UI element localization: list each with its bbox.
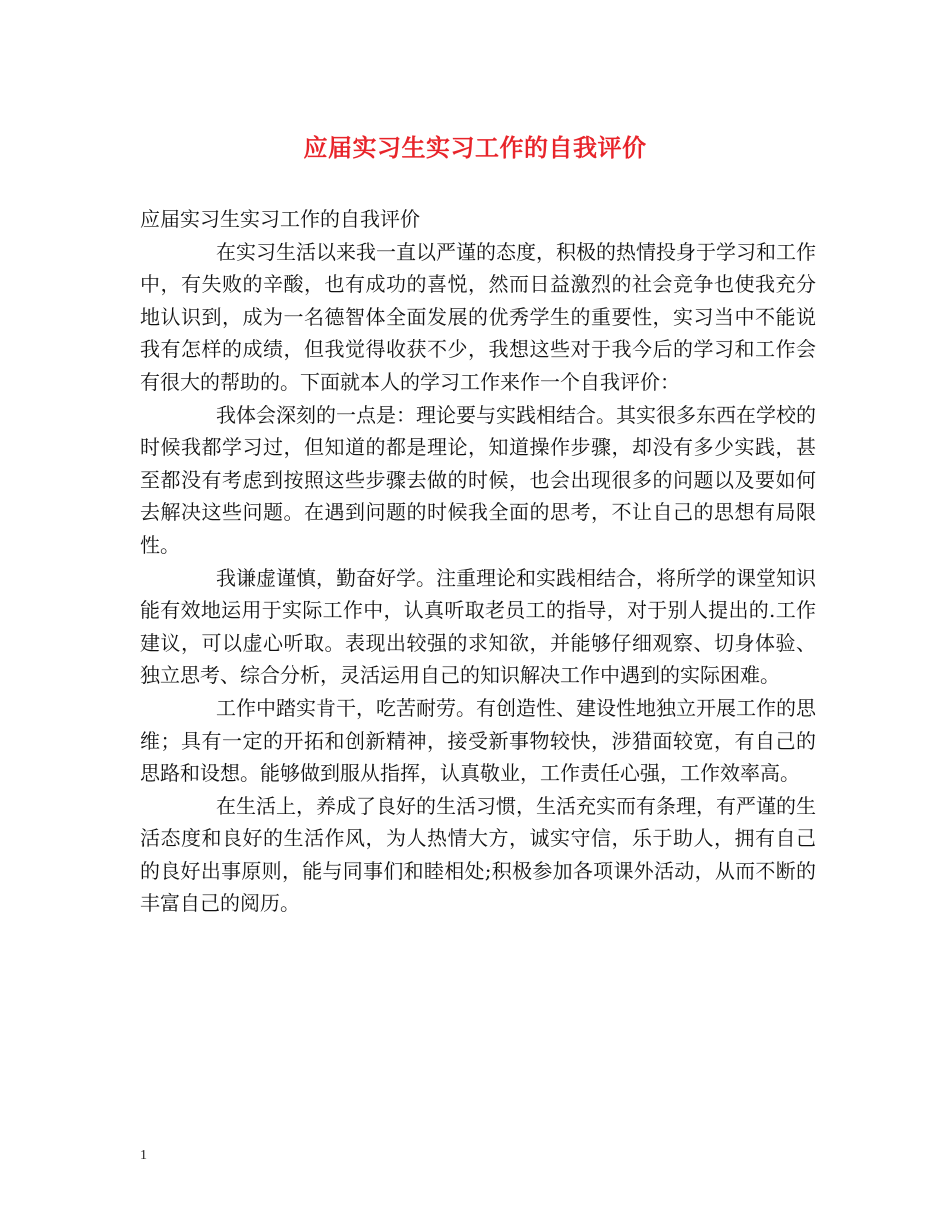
paragraph-4: 工作中踏实肯干，吃苦耐劳。有创造性、建设性地独立开展工作的思维；具有一定的开拓和创新精神，接受新事物较快，涉猎面较宽，有自己的思路和设想。能够做到服从指挥，认真敬业，工作责任心强，工作效率高。 xyxy=(140,695,816,786)
document-body xyxy=(140,203,816,920)
document-subtitle: 应届实习生实习工作的自我评价 xyxy=(140,207,420,231)
document-title: 应届实习生实习工作的自我评价 xyxy=(303,133,647,162)
paragraph-3: 我谦虚谨慎，勤奋好学。注重理论和实践相结合，将所学的课堂知识能有效地运用于实际工作中，认真听取老员工的指导，对于别人提出的.工作建议，可以虚心听取。表现出较强的求知欲，并能够仔细观察、切身体验、独立思考、综合分析，灵活运用自己的知识解决工作中遇到的实际困难。 xyxy=(140,565,816,688)
paragraph-1: 在实习生活以来我一直以严谨的态度，积极的热情投身于学习和工作中，有失败的辛酸，也有成功的喜悦，然而日益激烈的社会竞争也使我充分地认识到，成为一名德智体全面发展的优秀学生的重要性，实习当中不能说我有怎样的成绩，但我觉得收获不少，我想这些对于我今后的学习和工作会有很大的帮助的。下面就本人的学习工作来作一个自我评价： xyxy=(140,239,816,394)
paragraph-2: 我体会深刻的一点是：理论要与实践相结合。其实很多东西在学校的时候我都学习过，但知道的都是理论，知道操作步骤，却没有多少实践，甚至都没有考虑到按照这些步骤去做的时候，也会出现很多的问题以及要如何去解决这些问题。在遇到问题的时候我全面的思考，不让自己的思想有局限性。 xyxy=(140,402,816,557)
page-number: 1 xyxy=(140,1148,147,1163)
paragraph-5: 在生活上，养成了良好的生活习惯，生活充实而有条理，有严谨的生活态度和良好的生活作风，为人热情大方，诚实守信，乐于助人，拥有自己的良好出事原则，能与同事们和睦相处;积极参加各项课外活动，从而不断的丰富自己的阅历。 xyxy=(140,793,816,916)
